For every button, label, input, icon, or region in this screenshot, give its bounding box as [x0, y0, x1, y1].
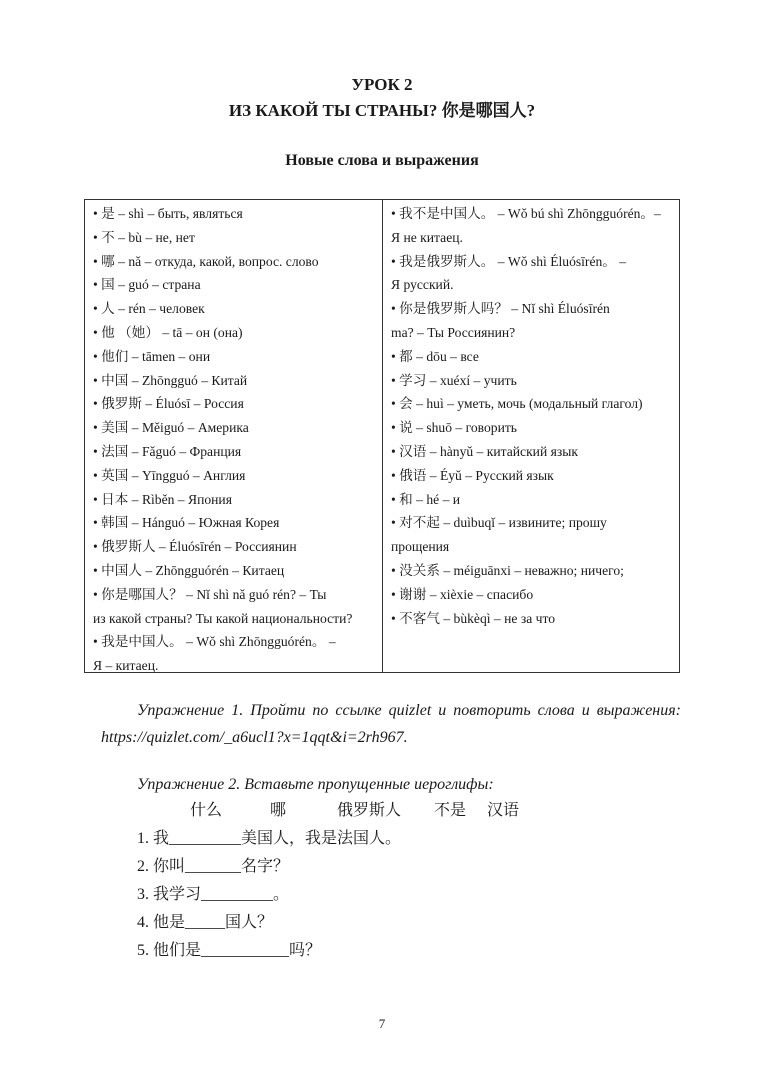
vocab-item: • 他们 – tāmen – они — [93, 348, 211, 364]
word-bank-item: 汉语 — [487, 802, 520, 819]
vocab-item: • 学习 – xuéxí – учить — [391, 372, 517, 388]
vocab-item: из какой страны? Ты какой национальности? — [93, 610, 353, 626]
vocab-item: Я русский. — [391, 277, 454, 293]
vocab-item: Я – китаец. — [93, 658, 159, 674]
vocab-item: • 国 – guó – страна — [93, 277, 201, 293]
exercise-sentence: 2. 你叫_______名字？ — [137, 858, 290, 875]
vocab-item: • 不 – bù – не, нет — [93, 229, 195, 245]
vocab-item: • 谢谢 – xièxie – спасибо — [391, 586, 534, 602]
exercise-2-sentences — [137, 825, 657, 965]
vocab-item: • 会 – huì – уметь, мочь (модальный глагол) — [391, 396, 643, 412]
word-bank-item: 什么 — [190, 802, 223, 819]
vocab-item: • 你是俄罗斯人吗？ – Nǐ shì Éluósīrén — [391, 301, 610, 317]
vocabulary-title: Новые слова и выражения — [285, 152, 479, 169]
lesson-title: ИЗ КАКОЙ ТЫ СТРАНЫ? 你是哪国人? — [228, 101, 536, 120]
vocab-item: • 说 – shuō – говорить — [391, 420, 517, 436]
exercise-sentence: 1. 我_________美国人，我是法国人。 — [137, 830, 402, 847]
vocab-item: • 你是哪国人？ – Nǐ shì nǎ guó rén? – Ты — [93, 586, 327, 602]
vocab-item: • 我不是中国人。 – Wǒ bú shì Zhōngguórén。– — [391, 206, 661, 221]
vocab-item: • 中国人 – Zhōngguórén – Китаец — [93, 562, 285, 578]
vocabulary-table — [84, 199, 680, 673]
vocab-item: • 俄罗斯 – Éluósī – Россия — [93, 396, 244, 412]
vocab-item: • 汉语 – hànyǔ – китайский язык — [391, 443, 578, 459]
vocab-item: • 我是中国人。 – Wǒ shì Zhōngguórén。 – — [93, 634, 336, 650]
vocab-item: • 都 – dōu – все — [391, 348, 479, 364]
word-bank-item: 俄罗斯人 — [337, 802, 402, 819]
exercise-2-title: Упражнение 2. Вставьте пропущенные иероглифы: — [137, 776, 494, 793]
vocab-item: • 日本 – Rìběn – Япония — [93, 491, 232, 507]
vocab-item: • 和 – hé – и — [391, 491, 461, 507]
vocab-item: • 对不起 – duìbuqǐ – извините; прошу — [391, 515, 607, 531]
vocabulary-right-column — [383, 200, 679, 672]
page-number: 7 — [378, 1016, 386, 1031]
vocab-item: • 人 – rén – человек — [93, 301, 205, 317]
word-bank-item: 不是 — [434, 802, 467, 819]
vocabulary-left-column — [85, 200, 383, 672]
vocab-item: • 韩国 – Hánguó – Южная Корея — [93, 515, 280, 531]
vocab-item: • 法国 – Fǎguó – Франция — [93, 443, 242, 459]
vocab-item: Я не китаец. — [391, 229, 463, 245]
vocab-item: • 美国 – Měiguó – Америка — [93, 420, 249, 436]
exercise-sentence: 3. 我学习_________。 — [137, 886, 290, 903]
vocab-item: • 没关系 – méiguānxi – неважно; ничего; — [391, 562, 624, 578]
exercise-1-text: Упражнение 1. Пройти по ссылке quizlet и повторить слова и выражения: https://quizlet.com/_a6ucl1?x=1qqt&i=2rh967. — [101, 702, 681, 746]
vocab-item: прощения — [391, 539, 450, 555]
vocab-item: • 英国 – Yīngguó – Англия — [93, 467, 246, 483]
lesson-number: УРОК 2 — [351, 75, 413, 94]
vocab-item: • 俄罗斯人 – Éluósīrén – Россиянин — [93, 539, 297, 555]
vocab-item: • 俄语 – Éyǔ – Русский язык — [391, 467, 554, 483]
exercise-sentence: 5. 他们是___________吗？ — [137, 942, 322, 959]
vocab-item: • 他 （她） – tā – он (она) — [93, 324, 243, 340]
vocab-item: ma? – Ты Россиянин? — [391, 324, 516, 340]
exercise-sentence: 4. 他是_____国人？ — [137, 914, 274, 931]
vocab-item: • 我是俄罗斯人。 – Wǒ shì Éluósīrén。 – — [391, 253, 627, 269]
vocab-item: • 是 – shì – быть, являться — [93, 206, 243, 221]
word-bank — [190, 798, 590, 824]
vocab-item: • 中国 – Zhōngguó – Китай — [93, 372, 248, 388]
word-bank-item: 哪 — [270, 802, 287, 819]
vocab-item: • 不客气 – bùkèqì – не за что — [391, 610, 556, 626]
vocab-item: • 哪 – nǎ – откуда, какой, вопрос. слово — [93, 253, 319, 269]
